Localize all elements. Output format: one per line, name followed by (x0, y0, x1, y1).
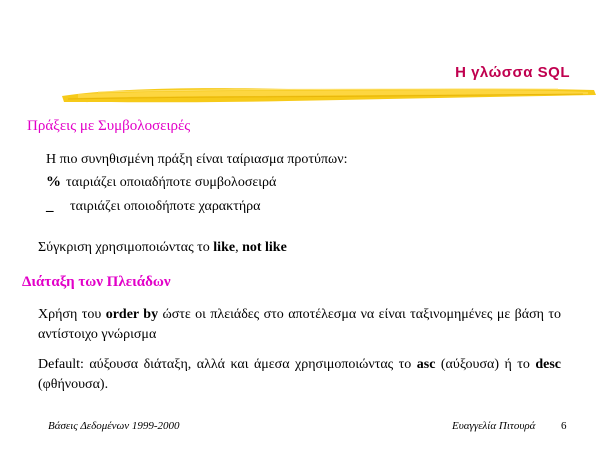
like-comparison-text: Σύγκριση χρησιμοποιώντας το (38, 240, 214, 255)
default-text-mid: (αύξουσα) ή το (435, 357, 536, 372)
default-text-post: (φθήνουσα). (38, 377, 109, 392)
not-like-keyword: not like (242, 240, 287, 255)
order-by-paragraph (38, 305, 561, 345)
section-heading-ordering: Διάταξη των Πλειάδων (22, 274, 171, 290)
wildcard-percent-item (46, 174, 276, 191)
percent-description: ταιριάζει οποιαδήποτε συμβολοσειρά (66, 175, 277, 190)
footer-course: Βάσεις Δεδομένων 1999-2000 (48, 420, 180, 432)
underscore-description: ταιριάζει οποιοδήποτε χαρακτήρα (70, 199, 261, 214)
order-by-keyword: order by (105, 307, 159, 322)
wildcard-underscore-item (46, 198, 260, 215)
asc-keyword: asc (416, 357, 436, 372)
like-keyword: like (213, 240, 236, 255)
pattern-matching-intro: Η πιο συνηθισμένη πράξη είναι ταίριασμα προτύπων: (46, 152, 348, 167)
slide-title: Η γλώσσα SQL (455, 64, 570, 81)
order-by-text-post: ώστε οι πλειάδες στο αποτέλεσμα να είναι ταξινομημένες με βάση το αντίστοιχο γνώρισμα (38, 307, 562, 342)
like-comparison-line (38, 240, 287, 256)
brush-stroke-decoration (58, 82, 598, 108)
default-text-pre: Default: αύξουσα διάταξη, αλλά και άμεσα χρησιμοποιώντας το (38, 357, 417, 372)
default-order-paragraph (38, 355, 561, 395)
order-by-text-pre: Χρήση του (38, 307, 106, 322)
underscore-symbol: _ (46, 198, 54, 214)
keyword-separator: , (235, 240, 243, 255)
footer-page-number: 6 (561, 420, 567, 432)
section-heading-string-ops: Πράξεις με Συμβολοσειρές (27, 118, 191, 134)
desc-keyword: desc (535, 357, 562, 372)
percent-symbol: % (46, 174, 61, 190)
footer-author: Ευαγγελία Πιτουρά (452, 420, 536, 432)
